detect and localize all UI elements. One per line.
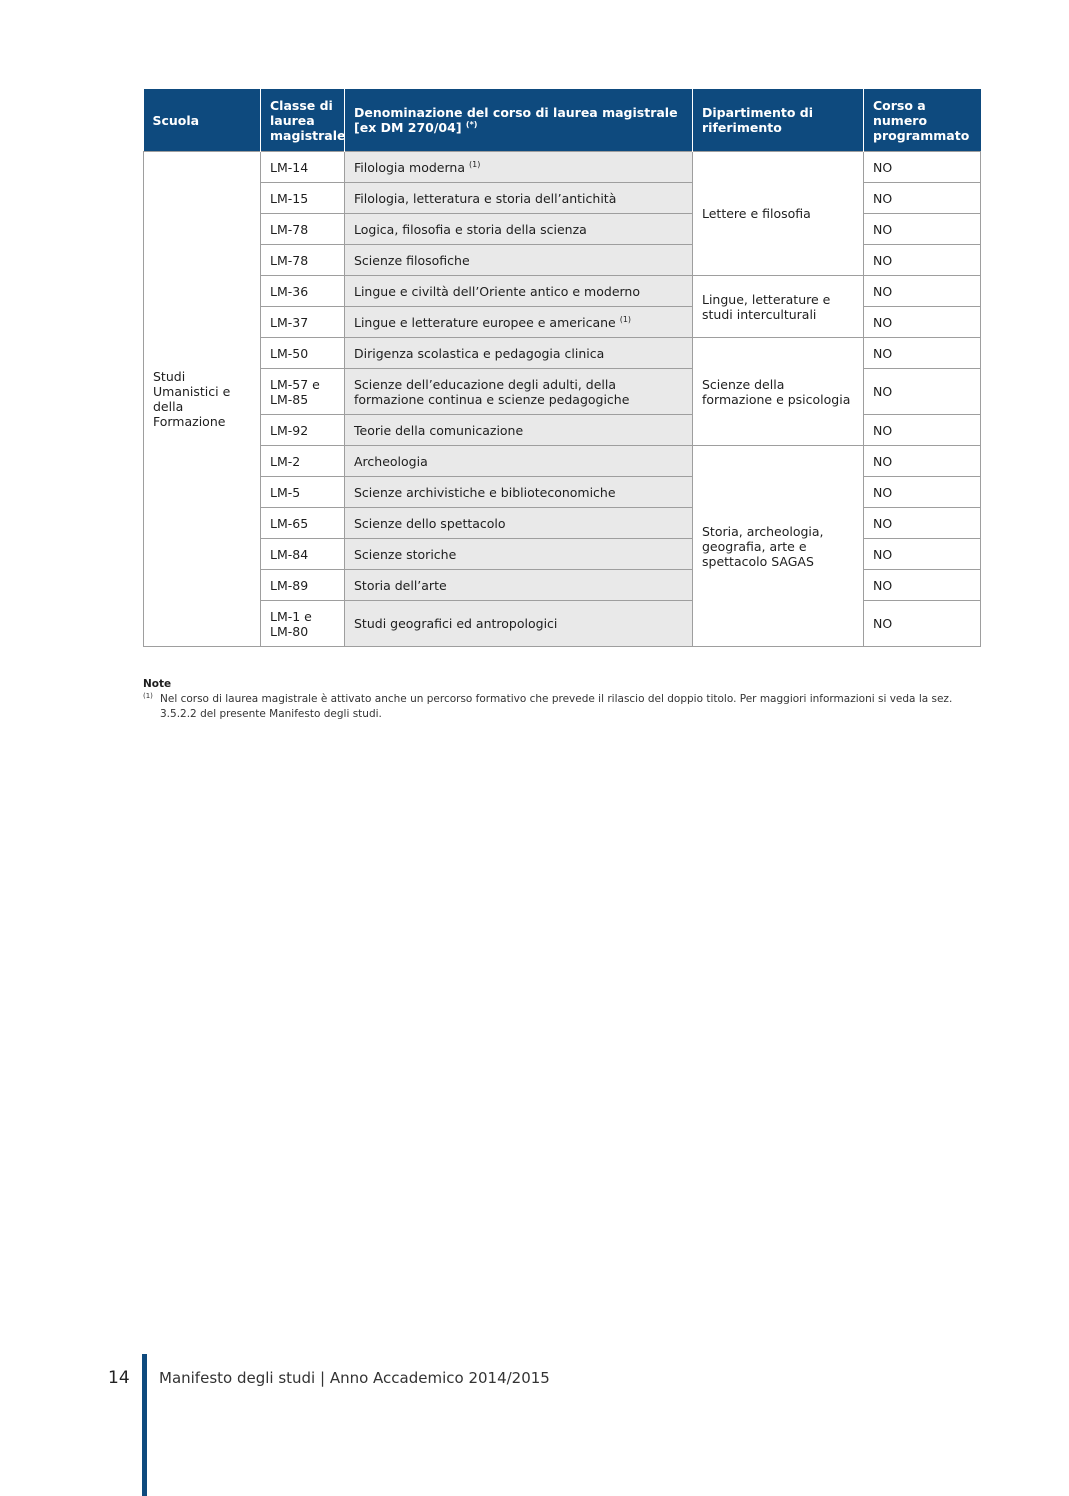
header-numero: Corso a numero programmato xyxy=(864,89,981,152)
corso-cell: Storia dell’arte xyxy=(345,570,693,601)
classe-cell: LM-36 xyxy=(261,276,345,307)
numero-cell: NO xyxy=(864,276,981,307)
classe-cell: LM-1 e LM-80 xyxy=(261,601,345,647)
table-row xyxy=(144,152,981,183)
page-number: 14 xyxy=(108,1368,130,1388)
numero-cell: NO xyxy=(864,369,981,415)
dipartimento-cell: Scienze della formazione e psicologia xyxy=(693,338,864,446)
corso-cell: Teorie della comunicazione xyxy=(345,415,693,446)
classe-cell: LM-89 xyxy=(261,570,345,601)
note-text: Nel corso di laurea magistrale è attivato anche un percorso formativo che prevede il rilascio del doppio titolo. Per maggiori informazioni si veda la sez. 3.5.2.2 del presente Manifesto degli studi. xyxy=(160,693,953,720)
numero-cell: NO xyxy=(864,307,981,338)
numero-cell: NO xyxy=(864,183,981,214)
classe-cell: LM-84 xyxy=(261,539,345,570)
table-row xyxy=(144,338,981,369)
corso-cell: Lingue e civiltà dell’Oriente antico e moderno xyxy=(345,276,693,307)
corso-cell: Scienze storiche xyxy=(345,539,693,570)
corso-cell: Logica, filosofia e storia della scienza xyxy=(345,214,693,245)
classe-cell: LM-65 xyxy=(261,508,345,539)
header-denominazione: Denominazione del corso di laurea magistrale [ex DM 270/04] (*) xyxy=(345,89,693,152)
footer-accent-bar xyxy=(142,1354,147,1496)
numero-cell: NO xyxy=(864,415,981,446)
header-scuola: Scuola xyxy=(144,89,261,152)
numero-cell: NO xyxy=(864,539,981,570)
numero-cell: NO xyxy=(864,508,981,539)
numero-cell: NO xyxy=(864,214,981,245)
corso-cell: Studi geografici ed antropologici xyxy=(345,601,693,647)
corso-cell: Dirigenza scolastica e pedagogia clinica xyxy=(345,338,693,369)
dipartimento-cell: Lingue, letterature e studi interculturali xyxy=(693,276,864,338)
corso-cell: Filologia moderna $^{(1)}$ xyxy=(345,152,693,183)
note-item xyxy=(143,692,983,722)
classe-cell: LM-2 xyxy=(261,446,345,477)
corso-cell: Archeologia xyxy=(345,446,693,477)
dipartimento-cell: Lettere e filosofia xyxy=(693,152,864,276)
numero-cell: NO xyxy=(864,477,981,508)
table-header-row xyxy=(144,89,981,152)
scuola-cell: Studi Umanistici e della Formazione xyxy=(144,152,261,647)
numero-cell: NO xyxy=(864,601,981,647)
corso-cell: Scienze archivistiche e biblioteconomiche xyxy=(345,477,693,508)
note-marker: (1) xyxy=(143,692,153,700)
numero-cell: NO xyxy=(864,152,981,183)
classe-cell: LM-14 xyxy=(261,152,345,183)
corso-cell: Lingue e letterature europee e americane $^{(1)}$ xyxy=(345,307,693,338)
numero-cell: NO xyxy=(864,338,981,369)
courses-table xyxy=(143,89,981,647)
corso-cell: Scienze filosofiche xyxy=(345,245,693,276)
notes-section xyxy=(143,677,983,722)
header-footnote-ref: (*) xyxy=(465,120,478,129)
numero-cell: NO xyxy=(864,245,981,276)
numero-cell: NO xyxy=(864,446,981,477)
footnote-ref: (1) xyxy=(619,314,632,324)
table-row xyxy=(144,446,981,477)
header-classe: Classe di laurea magistrale xyxy=(261,89,345,152)
dipartimento-cell: Storia, archeologia, geografia, arte e spettacolo SAGAS xyxy=(693,446,864,647)
notes-title: Note xyxy=(143,678,172,690)
table-row xyxy=(144,276,981,307)
classe-cell: LM-92 xyxy=(261,415,345,446)
classe-cell: LM-78 xyxy=(261,214,345,245)
corso-cell: Scienze dello spettacolo xyxy=(345,508,693,539)
classe-cell: LM-78 xyxy=(261,245,345,276)
classe-cell: LM-50 xyxy=(261,338,345,369)
corso-cell: Filologia, letteratura e storia dell’antichità xyxy=(345,183,693,214)
classe-cell: LM-37 xyxy=(261,307,345,338)
classe-cell: LM-5 xyxy=(261,477,345,508)
classe-cell: LM-15 xyxy=(261,183,345,214)
numero-cell: NO xyxy=(864,570,981,601)
corso-cell: Scienze dell’educazione degli adulti, della formazione continua e scienze pedagogiche xyxy=(345,369,693,415)
footnote-ref: (1) xyxy=(468,159,481,169)
classe-cell: LM-57 e LM-85 xyxy=(261,369,345,415)
footer-title: Manifesto degli studi | Anno Accademico 2014/2015 xyxy=(159,1369,550,1387)
header-dipartimento: Dipartimento di riferimento xyxy=(693,89,864,152)
